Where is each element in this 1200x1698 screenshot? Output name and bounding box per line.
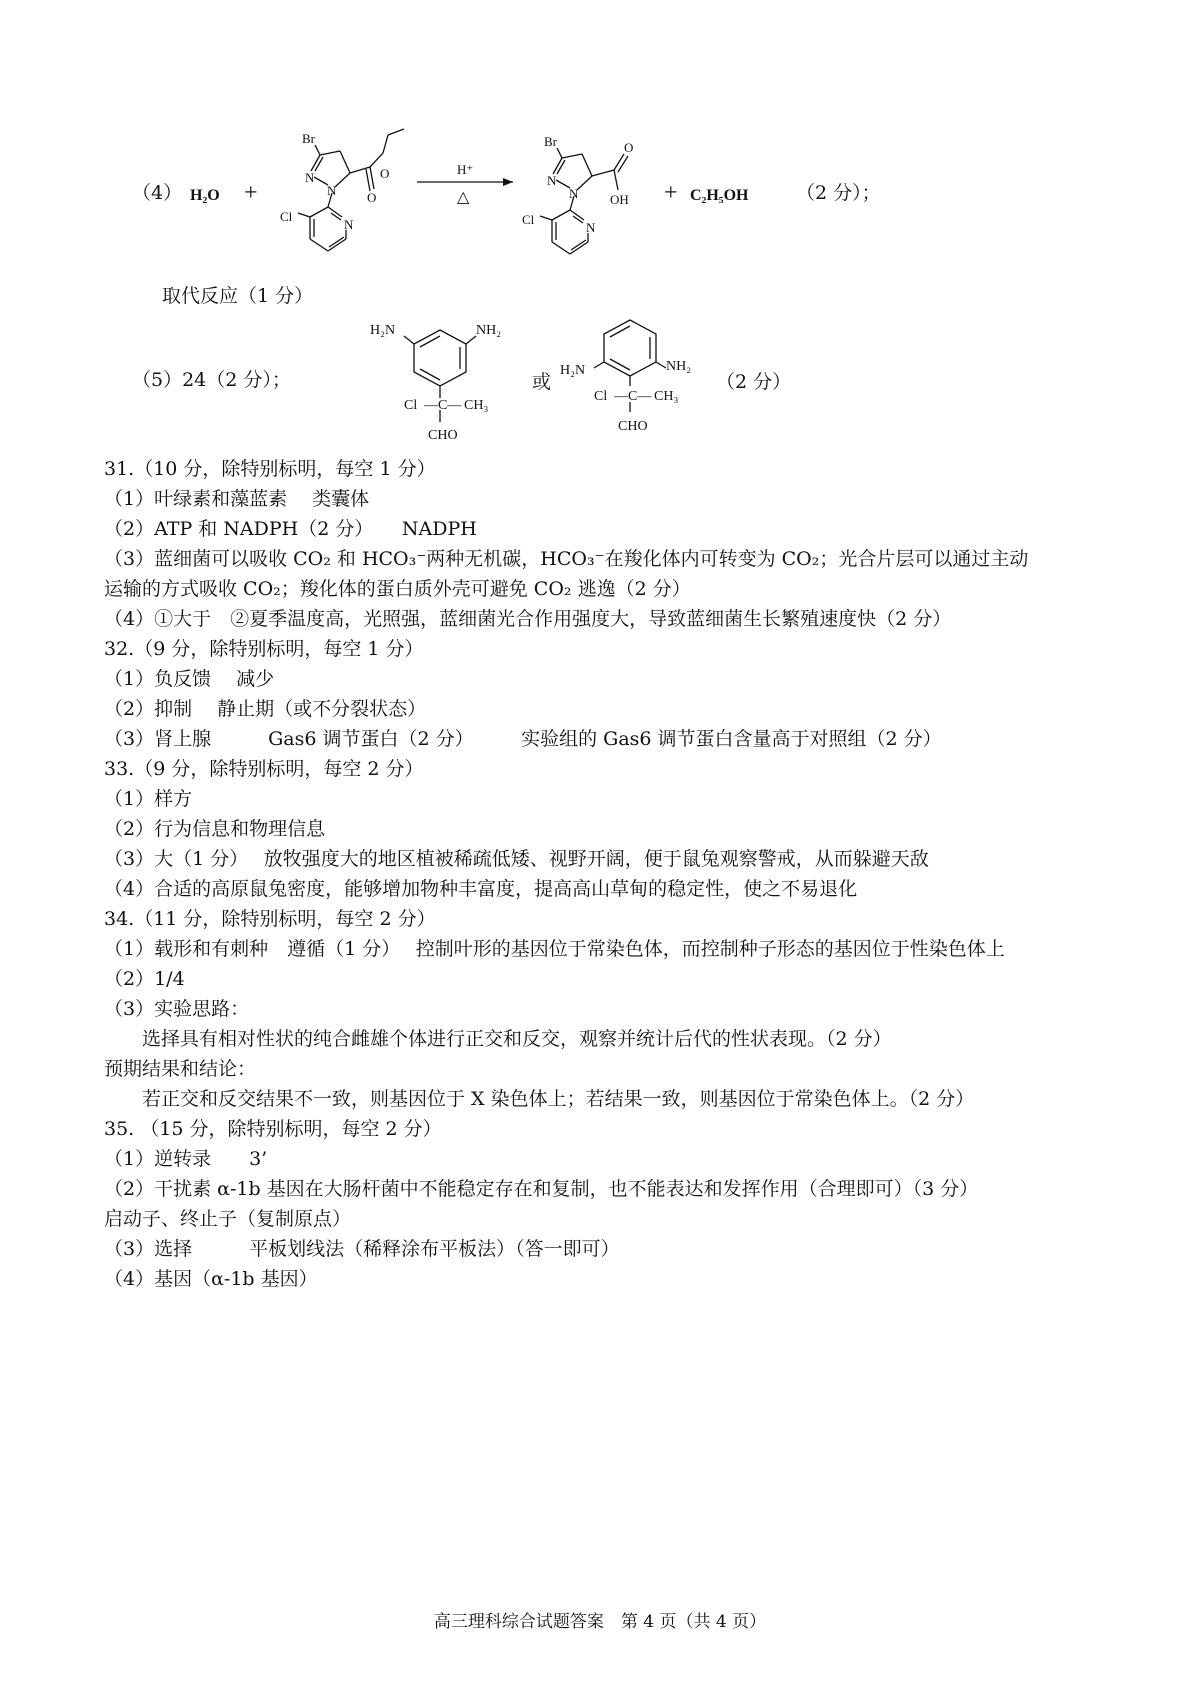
q35-answer-4: （4）基因（α-1b 基因） [104,1268,318,1290]
q31-answer-1: （1）叶绿素和藻蓝素 类囊体 [104,488,370,510]
group-h2n: H₂N [560,363,586,378]
atom-br: Br [544,134,557,149]
isomer-structure-1 [368,312,518,447]
q5-answer: （5）24（2 分）； [132,369,291,391]
q33-answer-4: （4）合适的高原鼠兔密度，能够增加物种丰富度，提高高山草甸的稳定性，使之不易退化 [104,878,858,900]
group-ch3: CH₃ [464,398,489,413]
q32-answer-1: （1）负反馈 减少 [104,668,275,690]
page-footer: 高三理科综合试题答案 第 4 页（共 4 页） [433,1612,767,1632]
group-cho: CHO [428,428,458,443]
q33-header: 33.（9 分，除特别标明，每空 2 分） [104,758,424,780]
q35-answer-1: （1）逆转录 3’ [104,1148,268,1170]
isomer-structure-2 [558,312,708,442]
q32-header: 32.（9 分，除特别标明，每空 1 分） [104,638,424,660]
q31-header: 31.（10 分，除特别标明，每空 1 分） [104,458,436,480]
atom-oh: OH [610,192,629,207]
q34-answer-3: （3）实验思路： [104,998,250,1020]
q33-answer-1: （1）样方 [104,788,193,810]
group-ch3: CH₃ [654,389,679,404]
quaternary-carbon: —C— [614,389,652,404]
q33-answer-3: （3）大（1 分） 放牧强度大的地区植被稀疏低矮、视野开阔，便于鼠兔观察警戒，从而躲避天敌 [104,848,929,870]
ester-reactant-structure [280,125,410,265]
q34-experiment-idea: 选择具有相对性状的纯合雌雄个体进行正交和反交，观察并统计后代的性状表现。（2 分） [104,1028,892,1050]
group-cho: CHO [618,419,648,434]
q32-answer-3: （3）肾上腺 Gas6 调节蛋白（2 分） 实验组的 Gas6 调节蛋白含量高于对照组（2 分） [104,728,942,750]
atom-n: N [327,183,337,198]
atom-br: Br [302,131,315,146]
q31-answer-3: （3）蓝细菌可以吸收 CO₂ 和 HCO₃⁻两种无机碳，HCO₃⁻在羧化体内可转变为 CO₂；光合片层可以通过主动 [104,548,1029,570]
atom-cl: Cl [280,209,293,224]
q35-answer-2-cont: 启动子、终止子（复制原点） [104,1208,352,1230]
group-h2n: H₂N [370,323,396,338]
arrow-heat: △ [457,189,470,206]
q31-answer-3-cont: 运输的方式吸收 CO₂；羧化体的蛋白质外壳可避免 CO₂ 逃逸（2 分） [104,578,691,600]
or-text: 或 [532,371,552,393]
atom-o: O [624,140,634,155]
ethanol-formula: C₂H₅OH [690,187,749,204]
q34-answer-2: （2）1/4 [104,968,185,990]
atom-n: N [586,220,596,235]
q35-header: 35. （15 分，除特别标明，每空 2 分） [104,1118,442,1140]
atom-n: N [305,170,315,185]
group-nh2: NH₂ [666,359,692,374]
atom-cl: Cl [522,212,535,227]
q31-answer-2: （2）ATP 和 NADPH（2 分） NADPH [104,518,477,540]
atom-o: O [380,166,390,181]
q31-answer-4: （4）①大于 ②夏季温度高，光照强，蓝细菌光合作用强度大，导致蓝细菌生长繁殖速度快（2 分） [104,608,952,630]
reaction-type: 取代反应（1 分） [162,285,314,307]
atom-n: N [344,217,354,232]
acid-product-structure [522,128,652,268]
reaction4-score: （2 分）； [796,182,881,204]
group-nh2: NH₂ [476,323,502,338]
q33-answer-2: （2）行为信息和物理信息 [104,818,326,840]
atom-cl: Cl [404,398,418,413]
atom-o: O [367,190,377,205]
q35-answer-2: （2）干扰素 α-1b 基因在大肠杆菌中不能稳定存在和复制，也不能表达和发挥作用（合理即可）（3 分） [104,1178,979,1200]
reaction-arrow [415,160,520,210]
reaction4-label: （4） [132,182,183,204]
atom-cl: Cl [594,389,608,404]
q35-answer-3: （3）选择 平板划线法（稀释涂布平板法）（答一即可） [104,1238,620,1260]
q34-expected-heading: 预期结果和结论： [104,1058,257,1080]
q34-conclusion: 若正交和反交结果不一致，则基因位于 X 染色体上；若结果一致，则基因位于常染色体上。（2 分） [104,1088,975,1110]
q32-answer-2: （2）抑制 静止期（或不分裂状态） [104,698,427,720]
q34-header: 34.（11 分，除特别标明，每空 2 分） [104,908,436,930]
q34-answer-1: （1）载形和有刺种 遵循（1 分） 控制叶形的基因位于常染色体，而控制种子形态的基因位于性染色体上 [104,938,1005,960]
quaternary-carbon: —C— [424,398,462,413]
plus-sign: + [244,180,258,206]
atom-n: N [547,173,557,188]
plus-sign: + [664,180,678,206]
arrow-catalyst: H⁺ [457,162,474,177]
water-formula: H₂O [190,187,220,204]
atom-n: N [569,186,579,201]
q5-score: （2 分） [716,371,792,393]
